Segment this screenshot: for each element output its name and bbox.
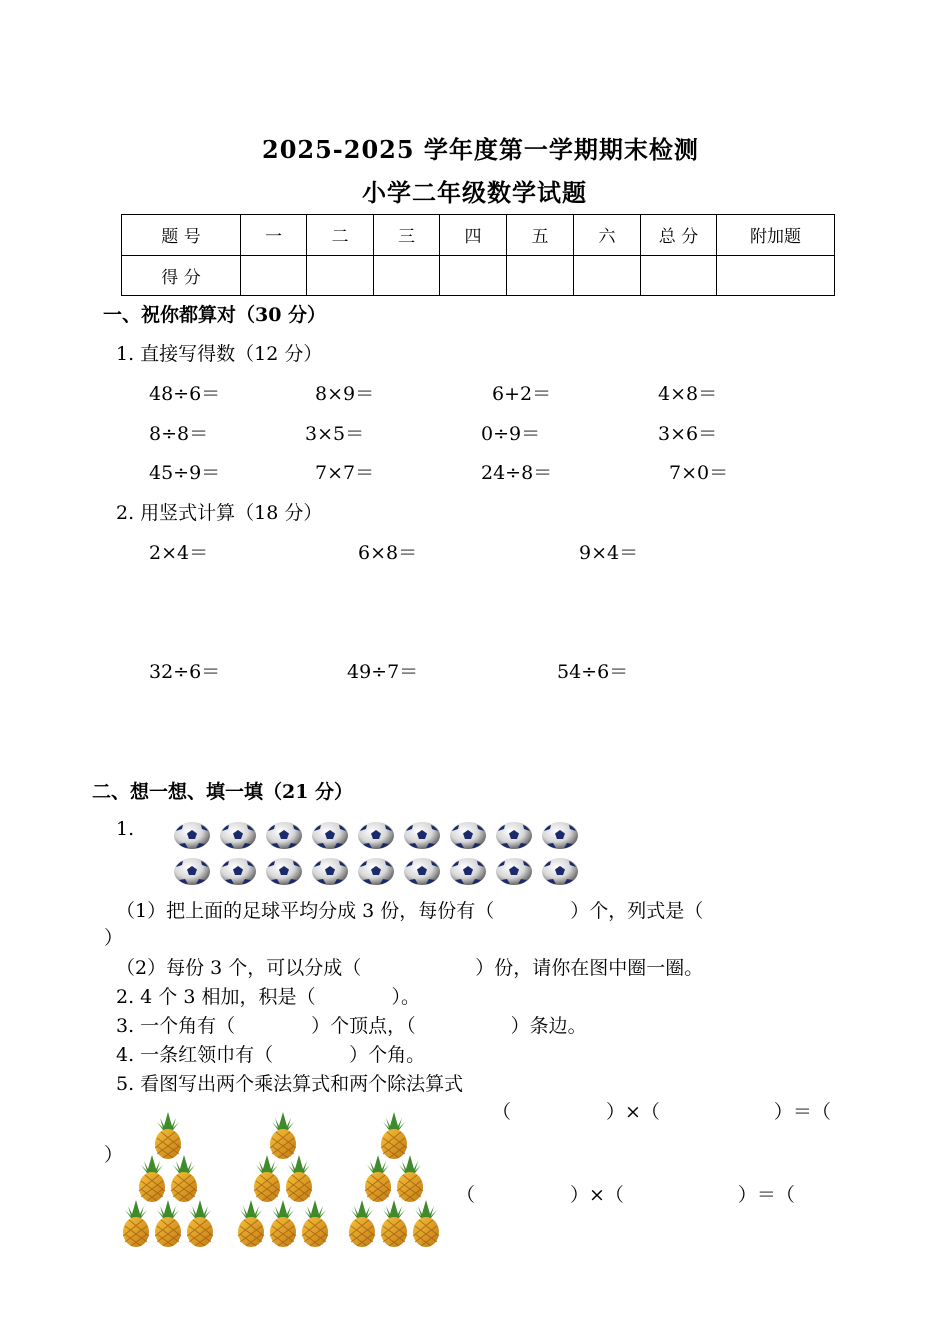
score-table xyxy=(121,214,835,296)
oral-problem: 3×6＝ xyxy=(658,423,718,445)
soccer-ball-icon xyxy=(219,857,257,886)
pineapple-icon xyxy=(409,1198,443,1248)
oral-problem: 3×5＝ xyxy=(305,423,365,445)
oral-problem: 8÷8＝ xyxy=(149,423,209,445)
vertical-problem: 2×4＝ xyxy=(149,542,209,564)
multiplication-blank-line-1: （ ）×（ ）＝（ xyxy=(492,1101,831,1123)
pineapple-icon xyxy=(167,1153,201,1203)
question-2-1-part-2: （2）每份 3 个，可以分成（ ）份，请你在图中圈一圈。 xyxy=(116,957,704,979)
score-header-cell: 总 分 xyxy=(641,215,717,256)
soccer-ball-icon xyxy=(403,821,441,850)
soccer-ball-icon xyxy=(495,821,533,850)
question-2-1-part-1: （1）把上面的足球平均分成 3 份，每份有（ ）个，列式是（ xyxy=(116,900,704,922)
soccer-ball-icon xyxy=(449,857,487,886)
soccer-ball-icon xyxy=(449,821,487,850)
vertical-problem: 9×4＝ xyxy=(579,542,639,564)
pineapple-icon xyxy=(377,1198,411,1248)
soccer-ball-icon xyxy=(173,821,211,850)
score-header-cell: 四 xyxy=(440,215,507,256)
question-2-1-part-1-cont: ） xyxy=(104,927,124,949)
score-blank-cell[interactable] xyxy=(307,255,374,296)
pineapple-icon xyxy=(393,1153,427,1203)
score-header-cell: 五 xyxy=(507,215,574,256)
oral-problem: 7×0＝ xyxy=(669,462,729,484)
vertical-problem: 6×8＝ xyxy=(358,542,418,564)
soccer-ball-icon xyxy=(357,857,395,886)
oral-problem: 24÷8＝ xyxy=(481,462,553,484)
score-blank-cell[interactable] xyxy=(641,255,717,296)
multiplication-blank-line-1-cont: ） xyxy=(104,1144,124,1166)
question-1-2-title: 2. 用竖式计算（18 分） xyxy=(116,502,323,524)
multiplication-blank-line-2: （ ）×（ ）＝（ xyxy=(456,1184,795,1206)
soccer-ball-icon xyxy=(311,821,349,850)
score-blank-cell[interactable] xyxy=(440,255,507,296)
soccer-ball-icon xyxy=(265,821,303,850)
score-blank-cell[interactable] xyxy=(241,255,307,296)
vertical-problem: 54÷6＝ xyxy=(557,661,629,683)
score-header-cell: 题 号 xyxy=(122,215,241,256)
score-header-cell: 一 xyxy=(241,215,307,256)
pineapple-icon xyxy=(119,1198,153,1248)
pineapple-icon xyxy=(151,1198,185,1248)
pineapple-icon xyxy=(345,1198,379,1248)
score-blank-cell[interactable] xyxy=(507,255,574,296)
oral-problem: 0÷9＝ xyxy=(481,423,541,445)
oral-problem: 6+2＝ xyxy=(492,383,552,405)
soccer-ball-icon xyxy=(403,857,441,886)
pineapple-icon xyxy=(266,1198,300,1248)
question-2-5: 5. 看图写出两个乘法算式和两个除法算式 xyxy=(116,1073,464,1095)
score-table-score-row xyxy=(122,255,835,296)
soccer-ball-icon xyxy=(173,857,211,886)
vertical-problem: 49÷7＝ xyxy=(347,661,419,683)
question-1-1-title: 1. 直接写得数（12 分） xyxy=(116,343,323,365)
pineapple-icon xyxy=(250,1153,284,1203)
pineapple-icon xyxy=(135,1153,169,1203)
score-header-cell: 附加题 xyxy=(717,215,835,256)
oral-problem: 48÷6＝ xyxy=(149,383,221,405)
soccer-ball-icon xyxy=(219,821,257,850)
section-1-title: 一、祝你都算对（30 分） xyxy=(103,304,327,326)
score-row-label: 得 分 xyxy=(122,255,241,296)
page-subtitle: 小学二年级数学试题 xyxy=(362,178,587,207)
oral-problem: 7×7＝ xyxy=(315,462,375,484)
oral-problem: 45÷9＝ xyxy=(149,462,221,484)
soccer-ball-icon xyxy=(495,857,533,886)
question-2-3: 3. 一个角有（ ）个顶点，（ ）条边。 xyxy=(116,1015,587,1037)
oral-problem: 4×8＝ xyxy=(658,383,718,405)
oral-problem: 8×9＝ xyxy=(315,383,375,405)
page-title: 2025-2025 学年度第一学期期末检测 xyxy=(262,135,699,164)
pineapple-icon xyxy=(183,1198,217,1248)
question-2-2: 2. 4 个 3 相加，积是（ ）。 xyxy=(116,986,420,1008)
score-table-header-row xyxy=(122,215,835,256)
score-header-cell: 二 xyxy=(307,215,374,256)
pineapple-icon xyxy=(234,1198,268,1248)
soccer-ball-icon xyxy=(541,821,579,850)
score-header-cell: 六 xyxy=(574,215,641,256)
section-2-title: 二、想一想、填一填（21 分） xyxy=(92,781,354,803)
soccer-ball-icon xyxy=(541,857,579,886)
soccer-ball-icon xyxy=(265,857,303,886)
score-header-cell: 三 xyxy=(374,215,440,256)
score-blank-cell[interactable] xyxy=(574,255,641,296)
pineapple-icon xyxy=(282,1153,316,1203)
soccer-ball-grid xyxy=(173,821,579,886)
soccer-ball-icon xyxy=(311,857,349,886)
pineapple-icon xyxy=(361,1153,395,1203)
question-2-4: 4. 一条红领巾有（ ）个角。 xyxy=(116,1044,426,1066)
score-blank-cell[interactable] xyxy=(374,255,440,296)
soccer-ball-icon xyxy=(357,821,395,850)
pineapple-icon xyxy=(298,1198,332,1248)
vertical-problem: 32÷6＝ xyxy=(149,661,221,683)
score-blank-cell[interactable] xyxy=(717,255,835,296)
question-2-1-number: 1. xyxy=(116,818,135,840)
